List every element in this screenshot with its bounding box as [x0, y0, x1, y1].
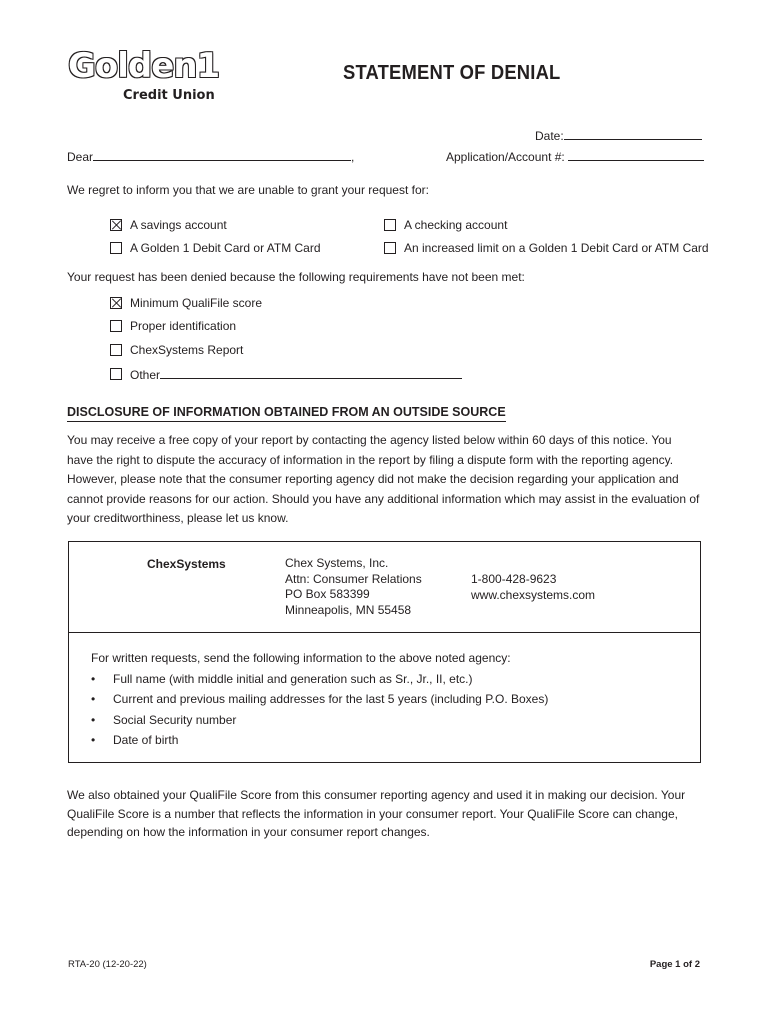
list-item: • Full name (with middle initial and generation such as Sr., Jr., II, etc.) — [91, 671, 473, 686]
agency-company: Chex Systems, Inc. — [285, 556, 389, 570]
page-title: STATEMENT OF DENIAL — [343, 62, 561, 84]
option-savings[interactable] — [110, 218, 227, 232]
qualifile-line: We also obtained your QualiFile Score from this consumer reporting agency and used it in making our decision. Your — [67, 788, 686, 802]
checkbox-savings[interactable] — [110, 219, 122, 231]
checkbox-checking[interactable] — [384, 219, 396, 231]
written-requests-intro: For written requests, send the following information to the above noted agency: — [91, 651, 511, 665]
golden1-logo — [66, 44, 226, 104]
qualifile-line: QualiFile Score is a number that reflects the information in your consumer report. Your QualiFile Score can change, — [67, 806, 678, 821]
written-requests — [91, 648, 548, 751]
option-debit-card[interactable] — [110, 241, 321, 255]
logo-subtitle: Credit Union — [123, 88, 215, 103]
date-line — [564, 127, 702, 140]
option-increased-limit-label: An increased limit on a Golden 1 Debit Card or ATM Card — [404, 241, 709, 255]
option-savings-label: A savings account — [130, 218, 227, 232]
reason-identification-label: Proper identification — [130, 319, 237, 333]
agency-phone: 1-800-428-9623 — [471, 572, 557, 586]
option-increased-limit[interactable] — [384, 241, 709, 255]
checkbox-qualifile[interactable] — [110, 297, 122, 309]
agency-attn: Attn: Consumer Relations — [285, 571, 422, 586]
agency-website[interactable]: www.chexsystems.com — [471, 587, 596, 602]
date-field[interactable] — [535, 127, 702, 143]
reason-chexsystems[interactable] — [110, 343, 243, 357]
agency-contact — [471, 572, 595, 603]
intro-text: We regret to inform you that we are unable to grant your request for: — [67, 183, 429, 197]
other-line[interactable] — [160, 366, 462, 379]
disclosure-heading: DISCLOSURE OF INFORMATION OBTAINED FROM AN OUTSIDE SOURCE — [67, 405, 506, 422]
disclosure-line: You may receive a free copy of your report by contacting the agency listed below within 60 days of this notice. You — [67, 433, 672, 447]
dear-line — [93, 148, 351, 161]
agency-name: ChexSystems — [147, 557, 226, 571]
disclosure-paragraph — [67, 431, 707, 529]
checkbox-other[interactable] — [110, 368, 122, 380]
application-line — [568, 148, 704, 161]
date-label: Date: — [535, 129, 564, 143]
qualifile-paragraph — [67, 786, 707, 842]
dear-field[interactable] — [67, 148, 354, 164]
list-item: • Current and previous mailing addresses for the last 5 years (including P.O. Boxes) — [91, 692, 549, 706]
disclosure-line: However, please note that the consumer reporting agency did not make the decision regarding your application and — [67, 472, 679, 486]
disclosure-line: your creditworthiness, please let us know. — [67, 511, 289, 525]
form-id: RTA-20 (12-20-22) — [68, 959, 147, 970]
logo-wordmark: Golden1 — [68, 46, 220, 86]
reason-qualifile[interactable] — [110, 296, 262, 310]
dear-comma: , — [351, 150, 355, 164]
agency-address — [285, 556, 422, 618]
disclosure-line: cannot provide reasons for our action. Should you have any additional information which may assist in the evaluation of — [67, 491, 700, 506]
checkbox-chexsystems[interactable] — [110, 344, 122, 356]
option-checking-label: A checking account — [404, 218, 508, 232]
checkbox-increased-limit[interactable] — [384, 242, 396, 254]
dear-label: Dear — [67, 150, 94, 164]
qualifile-line: depending on how the information in your consumer report changes. — [67, 825, 430, 839]
reason-qualifile-label: Minimum QualiFile score — [130, 296, 263, 310]
agency-city: Minneapolis, MN 55458 — [285, 602, 412, 617]
page-number: Page 1 of 2 — [649, 959, 700, 970]
application-field[interactable] — [446, 148, 704, 164]
reason-identification[interactable] — [110, 319, 236, 333]
checkbox-identification[interactable] — [110, 320, 122, 332]
agency-box — [68, 541, 701, 763]
list-item: • Social Security number — [91, 712, 237, 727]
disclosure-line: have the right to dispute the accuracy of information in the report by filing a dispute form with the reporting agency. — [67, 452, 674, 467]
box-divider — [69, 632, 700, 633]
agency-po-box: PO Box 583399 — [285, 587, 370, 601]
reason-intro: Your request has been denied because the following requirements have not been met: — [67, 270, 525, 284]
list-item: • Date of birth — [91, 733, 179, 747]
option-debit-card-label: A Golden 1 Debit Card or ATM Card — [130, 241, 321, 255]
reason-other[interactable] — [110, 366, 462, 382]
reason-other-label: Other — [130, 368, 161, 382]
option-checking[interactable] — [384, 218, 507, 232]
application-label: Application/Account #: — [446, 150, 565, 164]
checkbox-debit-card[interactable] — [110, 242, 122, 254]
reason-chexsystems-label: ChexSystems Report — [130, 343, 244, 357]
